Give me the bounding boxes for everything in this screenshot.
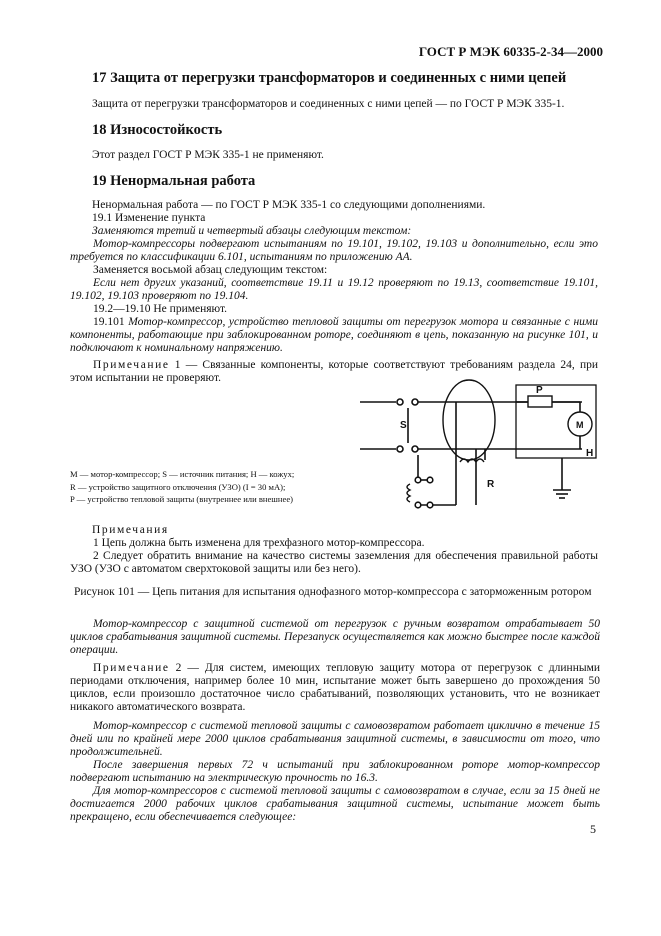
figure-notes-label: Примечания <box>92 524 169 536</box>
label-h: H <box>586 448 594 459</box>
thermal-protector-p <box>528 396 552 407</box>
section-19-text-2 <box>70 238 598 385</box>
note-1-text: 1 — Связанные компоненты, которые соответствуют требованиям раздела 24, при этом испытании не проверяют. <box>70 359 599 384</box>
label-m: M <box>576 420 584 430</box>
section-17-body: Защита от перегрузки трансформаторов и соединенных с ними цепей — по ГОСТ Р МЭК 335-1. <box>92 98 565 110</box>
rcd-coil <box>460 459 484 462</box>
figure-notes <box>70 537 598 576</box>
item-19-2-10: 19.2—19.10 Не применяют. <box>93 303 228 315</box>
figure-legend <box>70 468 294 506</box>
note-2-text: 2 — Для систем, имеющих тепловую защиту мотора от перегрузок с длинными периодами отключения, например более 10 мин, испытание может быть завершено до прохождения 50 циклов, если произошло достаточное число срабатываний, позволяющих установить, что не возникает никакого автоматического возврата. <box>70 662 601 713</box>
item-19-1: 19.1 Изменение пункта <box>92 212 206 224</box>
after-figure-text <box>70 618 600 824</box>
label-p: P <box>536 385 543 396</box>
item-19-101-number: 19.101 <box>93 316 125 328</box>
legend-line-1: M — мотор-компрессор; S — источник питания; H — кожух; <box>70 469 295 479</box>
paragraph-manual-reset: Мотор-компрессор с защитной системой от перегрузок с ручным возвратом отрабатывает 50 циклов срабатывания защитной системы. Перезапуск осуществляется как можно быстрее после каждой операции. <box>70 618 600 656</box>
note-2 <box>70 662 600 714</box>
legend-line-3: P — устройство тепловой защиты (внутреннее или внешнее) <box>70 494 294 504</box>
page-number: 5 <box>590 822 596 836</box>
circuit-diagram <box>355 378 605 518</box>
paragraph-15-days: Для мотор-компрессоров с системой тепловой защиты с самовозвратом в случае, если за 15 дней не достигается 2000 рабочих циклов срабатывания защитной системы, испытание может быть прекращено, если обеспечивается следующее: <box>70 785 600 823</box>
replace-8-text: Если нет других указаний, соответствие 19.11 и 19.12 проверяют по 19.13, соответствие 19.101, 19.102, 19.103 проверяют по 19.104. <box>70 277 598 302</box>
source-terminal-4 <box>412 446 418 452</box>
section-18-heading: 18 Износостойкость <box>92 122 223 138</box>
item-19-101 <box>70 316 598 355</box>
legend-line-2: R — устройство защитного отключения (УЗО) (I = 30 мА); <box>70 481 286 492</box>
figure-note-2: 2 Следует обратить внимание на качество системы заземления для обеспечения правильной работы УЗО (УЗО с автоматом сверхтоковой защиты или без него). <box>70 550 598 575</box>
section-19-heading: 19 Ненормальная работа <box>92 173 256 189</box>
section-18-body: Этот раздел ГОСТ Р МЭК 335-1 не применяют. <box>92 149 324 161</box>
item-19-101-text: Мотор-компрессор, устройство тепловой защиты от перегрузок мотора и связанные с ними компоненты, работающие при заблокированном роторе, соединяют в цепь, показанную на рисунке 101, и подключают к номинальному напряжению. <box>70 316 598 354</box>
figure-note-1: 1 Цепь должна быть изменена для трехфазного мотор-компрессора. <box>93 537 425 549</box>
rcd-terminal-3 <box>415 502 421 508</box>
note-1-label: Примечание <box>93 359 170 371</box>
section-19-intro: Ненормальная работа — по ГОСТ Р МЭК 335-1 со следующими дополнениями. <box>92 199 486 211</box>
rcd-left-coil <box>407 484 410 502</box>
paragraph-auto-reset: Мотор-компрессор с системой тепловой защиты с самовозвратом работает циклично в течение 15 дней или по крайней мере 2000 циклов срабатывания защитной системы, в зависимости от того, что продолжительней. <box>70 720 600 758</box>
document-header: ГОСТ Р МЭК 60335-2-34—2000 <box>418 44 603 59</box>
replace-8-heading: Заменяется восьмой абзац следующим текстом: <box>93 264 328 276</box>
section-19-text <box>92 199 598 238</box>
rcd-terminal-4 <box>427 502 433 508</box>
replace-3-4-heading: Заменяются третий и четвертый абзацы следующим текстом: <box>92 225 412 237</box>
replace-3-4-text: Мотор-компрессоры подвергают испытаниям по 19.101, 19.102, 19.103 и дополнительно, если это требуется по классификации 6.101, испытаниям по приложению АА. <box>70 238 598 263</box>
housing-ellipse <box>443 380 495 460</box>
source-terminal-1 <box>397 399 403 405</box>
section-17-heading: 17 Защита от перегрузки трансформаторов и соединенных с ними цепей <box>92 70 567 86</box>
rcd-terminal-2 <box>427 477 433 483</box>
source-terminal-2 <box>412 399 418 405</box>
label-r: R <box>487 479 495 490</box>
note-2-label: Примечание <box>93 662 170 674</box>
label-s: S <box>400 420 407 431</box>
source-terminal-3 <box>397 446 403 452</box>
paragraph-72h: После завершения первых 72 ч испытаний при заблокированном роторе мотор-компрессор подвергают испытанию на электрическую прочность по 16.3. <box>70 759 600 784</box>
rcd-terminal-1 <box>415 477 421 483</box>
figure-caption: Рисунок 101 — Цепь питания для испытания однофазного мотор-компрессора с заторможенным ротором <box>74 586 592 598</box>
